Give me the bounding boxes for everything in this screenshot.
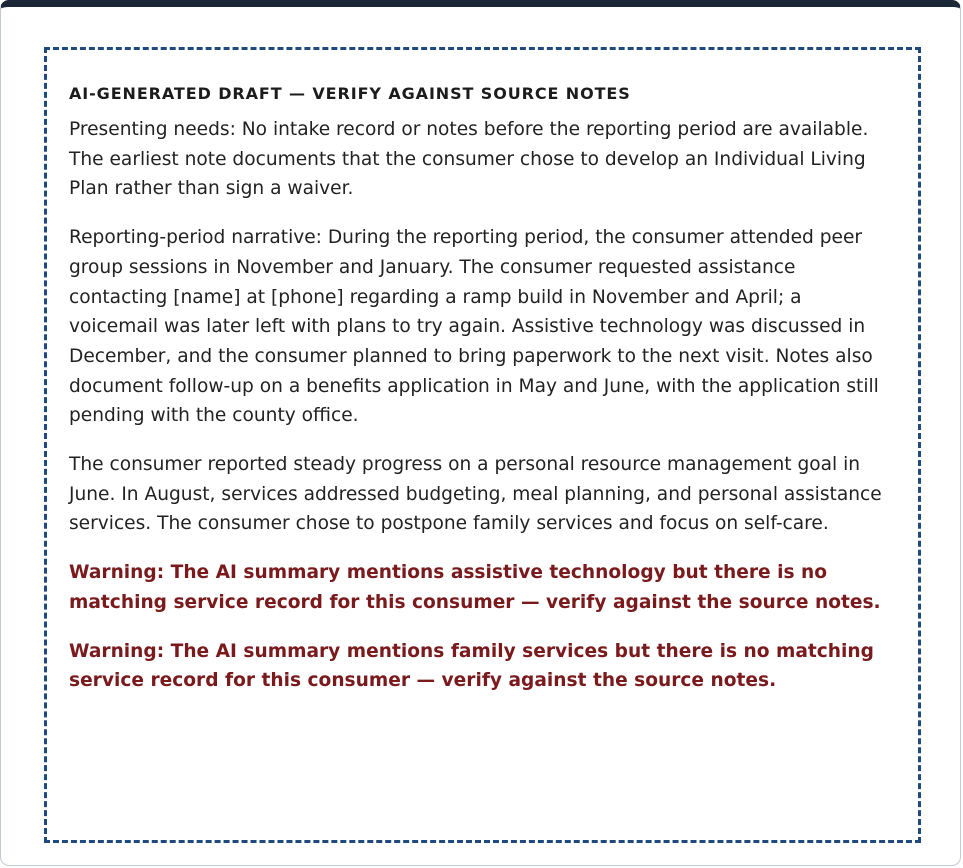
warning-family-services: Warning: The AI summary mentions family services but there is no matching service record for this consumer — verify against the source notes.	[69, 640, 874, 692]
reporting-period-narrative-paragraph: Reporting-period narrative: During the reporting period, the consumer attended peer group sessions in November and January. The consumer requested assistance contacting [name] at [phone] regarding a ramp build in November and April; a voicemail was later left with plans to try again. Assistive technology was discussed in December, and the consumer planned to bring paperwork to the next visit. Notes also document follow-up on a benefits application in May and June, with the application still pending with the county office.	[69, 227, 879, 427]
presenting-needs-paragraph: Presenting needs: No intake record or notes before the reporting period are available. The earliest note documents that the consumer chose to develop an Individual Living Plan rather than sign a waiver.	[69, 119, 869, 200]
progress-paragraph: The consumer reported steady progress on a personal resource management goal in June. In August, services addressed budgeting, meal planning, and personal assistance services. The consumer chose to postpone family services and focus on self-care.	[69, 454, 882, 535]
draft-heading: AI-GENERATED DRAFT — VERIFY AGAINST SOURCE NOTES	[69, 84, 631, 103]
ai-draft-panel	[44, 47, 921, 843]
warning-assistive-technology: Warning: The AI summary mentions assistive technology but there is no matching service record for this consumer — verify against the source notes.	[69, 562, 881, 613]
